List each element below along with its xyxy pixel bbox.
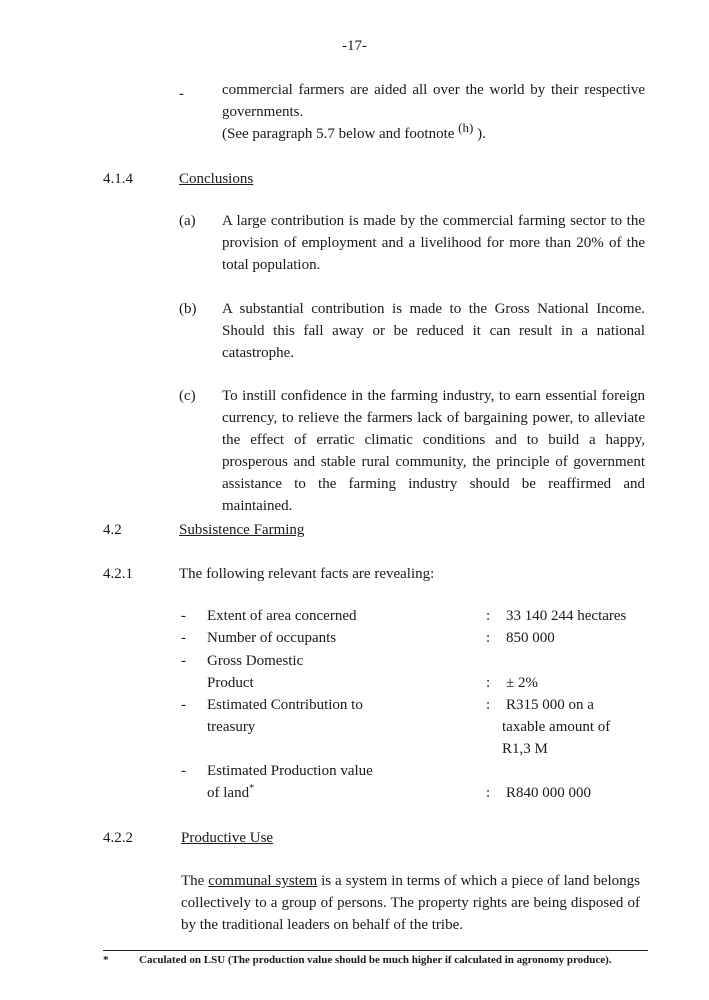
footnote-text: Caculated on LSU (The production value should be much higher if calculated in agronomy produce). (139, 954, 612, 966)
fact-dash: - (181, 763, 186, 779)
intro-bullet-line1: commercial farmers are aided all over the world by their respective governments. (222, 82, 645, 120)
item-label-c: (c) (179, 388, 196, 404)
fact-value-treasury-line2: taxable amount of (502, 719, 611, 735)
section-number-4-2-2: 4.2.2 (103, 830, 133, 846)
fact-label-gdp-line1: Gross Domestic (207, 653, 304, 669)
fact-value-gdp: ± 2% (506, 675, 538, 691)
fact-value-treasury-line1: R315 000 on a (506, 697, 594, 713)
fact-label-production-line2-text: of land (207, 785, 250, 801)
section-number-4-2: 4.2 (103, 522, 122, 538)
fact-dash: - (181, 697, 186, 713)
fact-colon: : (486, 608, 491, 624)
bullet-dash: - (179, 86, 184, 102)
footnote-star-ref: * (249, 783, 255, 794)
para-pre: The (181, 873, 209, 889)
section-number-4-1-4: 4.1.4 (103, 171, 133, 187)
item-label-b: (b) (179, 301, 197, 317)
fact-label-treasury-line2: treasury (207, 719, 256, 735)
fact-value-area: 33 140 244 hectares (506, 608, 627, 624)
fact-dash: - (181, 653, 186, 669)
section-heading-conclusions: Conclusions (179, 171, 254, 187)
para-post: is a system in terms of which a piece of land belongs collectively to a group of persons. The property rights are being disposed of by the traditional leaders on behalf of the tribe. (181, 873, 640, 933)
fact-value-production: R840 000 000 (506, 785, 592, 801)
fact-label-occupants: Number of occupants (207, 630, 337, 646)
fact-label-treasury-line1: Estimated Contribution to (207, 697, 363, 713)
fact-label-production-line2 (207, 782, 254, 804)
item-label-a: (a) (179, 213, 196, 229)
section-heading-subsistence-farming: Subsistence Farming (179, 522, 305, 538)
footnote-ref: (h) (458, 120, 474, 135)
item-text-b: A substantial contribution is made to the Gross National Income. Should this fall away or be reduced it can result in a national catastrophe. (222, 301, 645, 361)
term-communal-system: communal system (208, 873, 318, 889)
fact-dash: - (181, 608, 186, 624)
fact-value-treasury-line3: R1,3 M (502, 741, 548, 757)
item-text-a: A large contribution is made by the commercial farming sector to the provision of employment and a livelihood for more than 20% of the total population. (222, 213, 645, 273)
section-heading-productive-use: Productive Use (181, 830, 274, 846)
footnote-rule (103, 950, 648, 951)
fact-label-gdp-line2: Product (207, 675, 254, 691)
fact-colon: : (486, 630, 491, 646)
intro-bullet-line2 (222, 120, 645, 145)
productive-use-paragraph (181, 870, 640, 936)
fact-colon: : (486, 785, 491, 801)
fact-colon: : (486, 675, 491, 691)
section-number-4-2-1: 4.2.1 (103, 566, 133, 582)
fact-value-occupants: 850 000 (506, 630, 555, 646)
fact-label-area: Extent of area concerned (207, 608, 357, 624)
fact-colon: : (486, 697, 491, 713)
intro-bullet-text (222, 79, 645, 145)
footnote-marker: * (103, 954, 109, 966)
fact-label-production-line1: Estimated Production value (207, 763, 373, 779)
intro-bullet-line2-post: ). (473, 126, 486, 142)
item-text-c: To instill confidence in the farming industry, to earn essential foreign currency, to relieve the farmers lack of bargaining power, to alleviate the effect of erratic climatic conditions and to build a happy, prosperous and stable rural community, the principle of government assistance to the farming industry should be reaffirmed and maintained. (222, 388, 645, 514)
fact-dash: - (181, 630, 186, 646)
page-number: -17- (342, 38, 367, 54)
facts-intro: The following relevant facts are revealing: (179, 566, 435, 582)
intro-bullet-line2-pre: (See paragraph 5.7 below and footnote (222, 126, 459, 142)
